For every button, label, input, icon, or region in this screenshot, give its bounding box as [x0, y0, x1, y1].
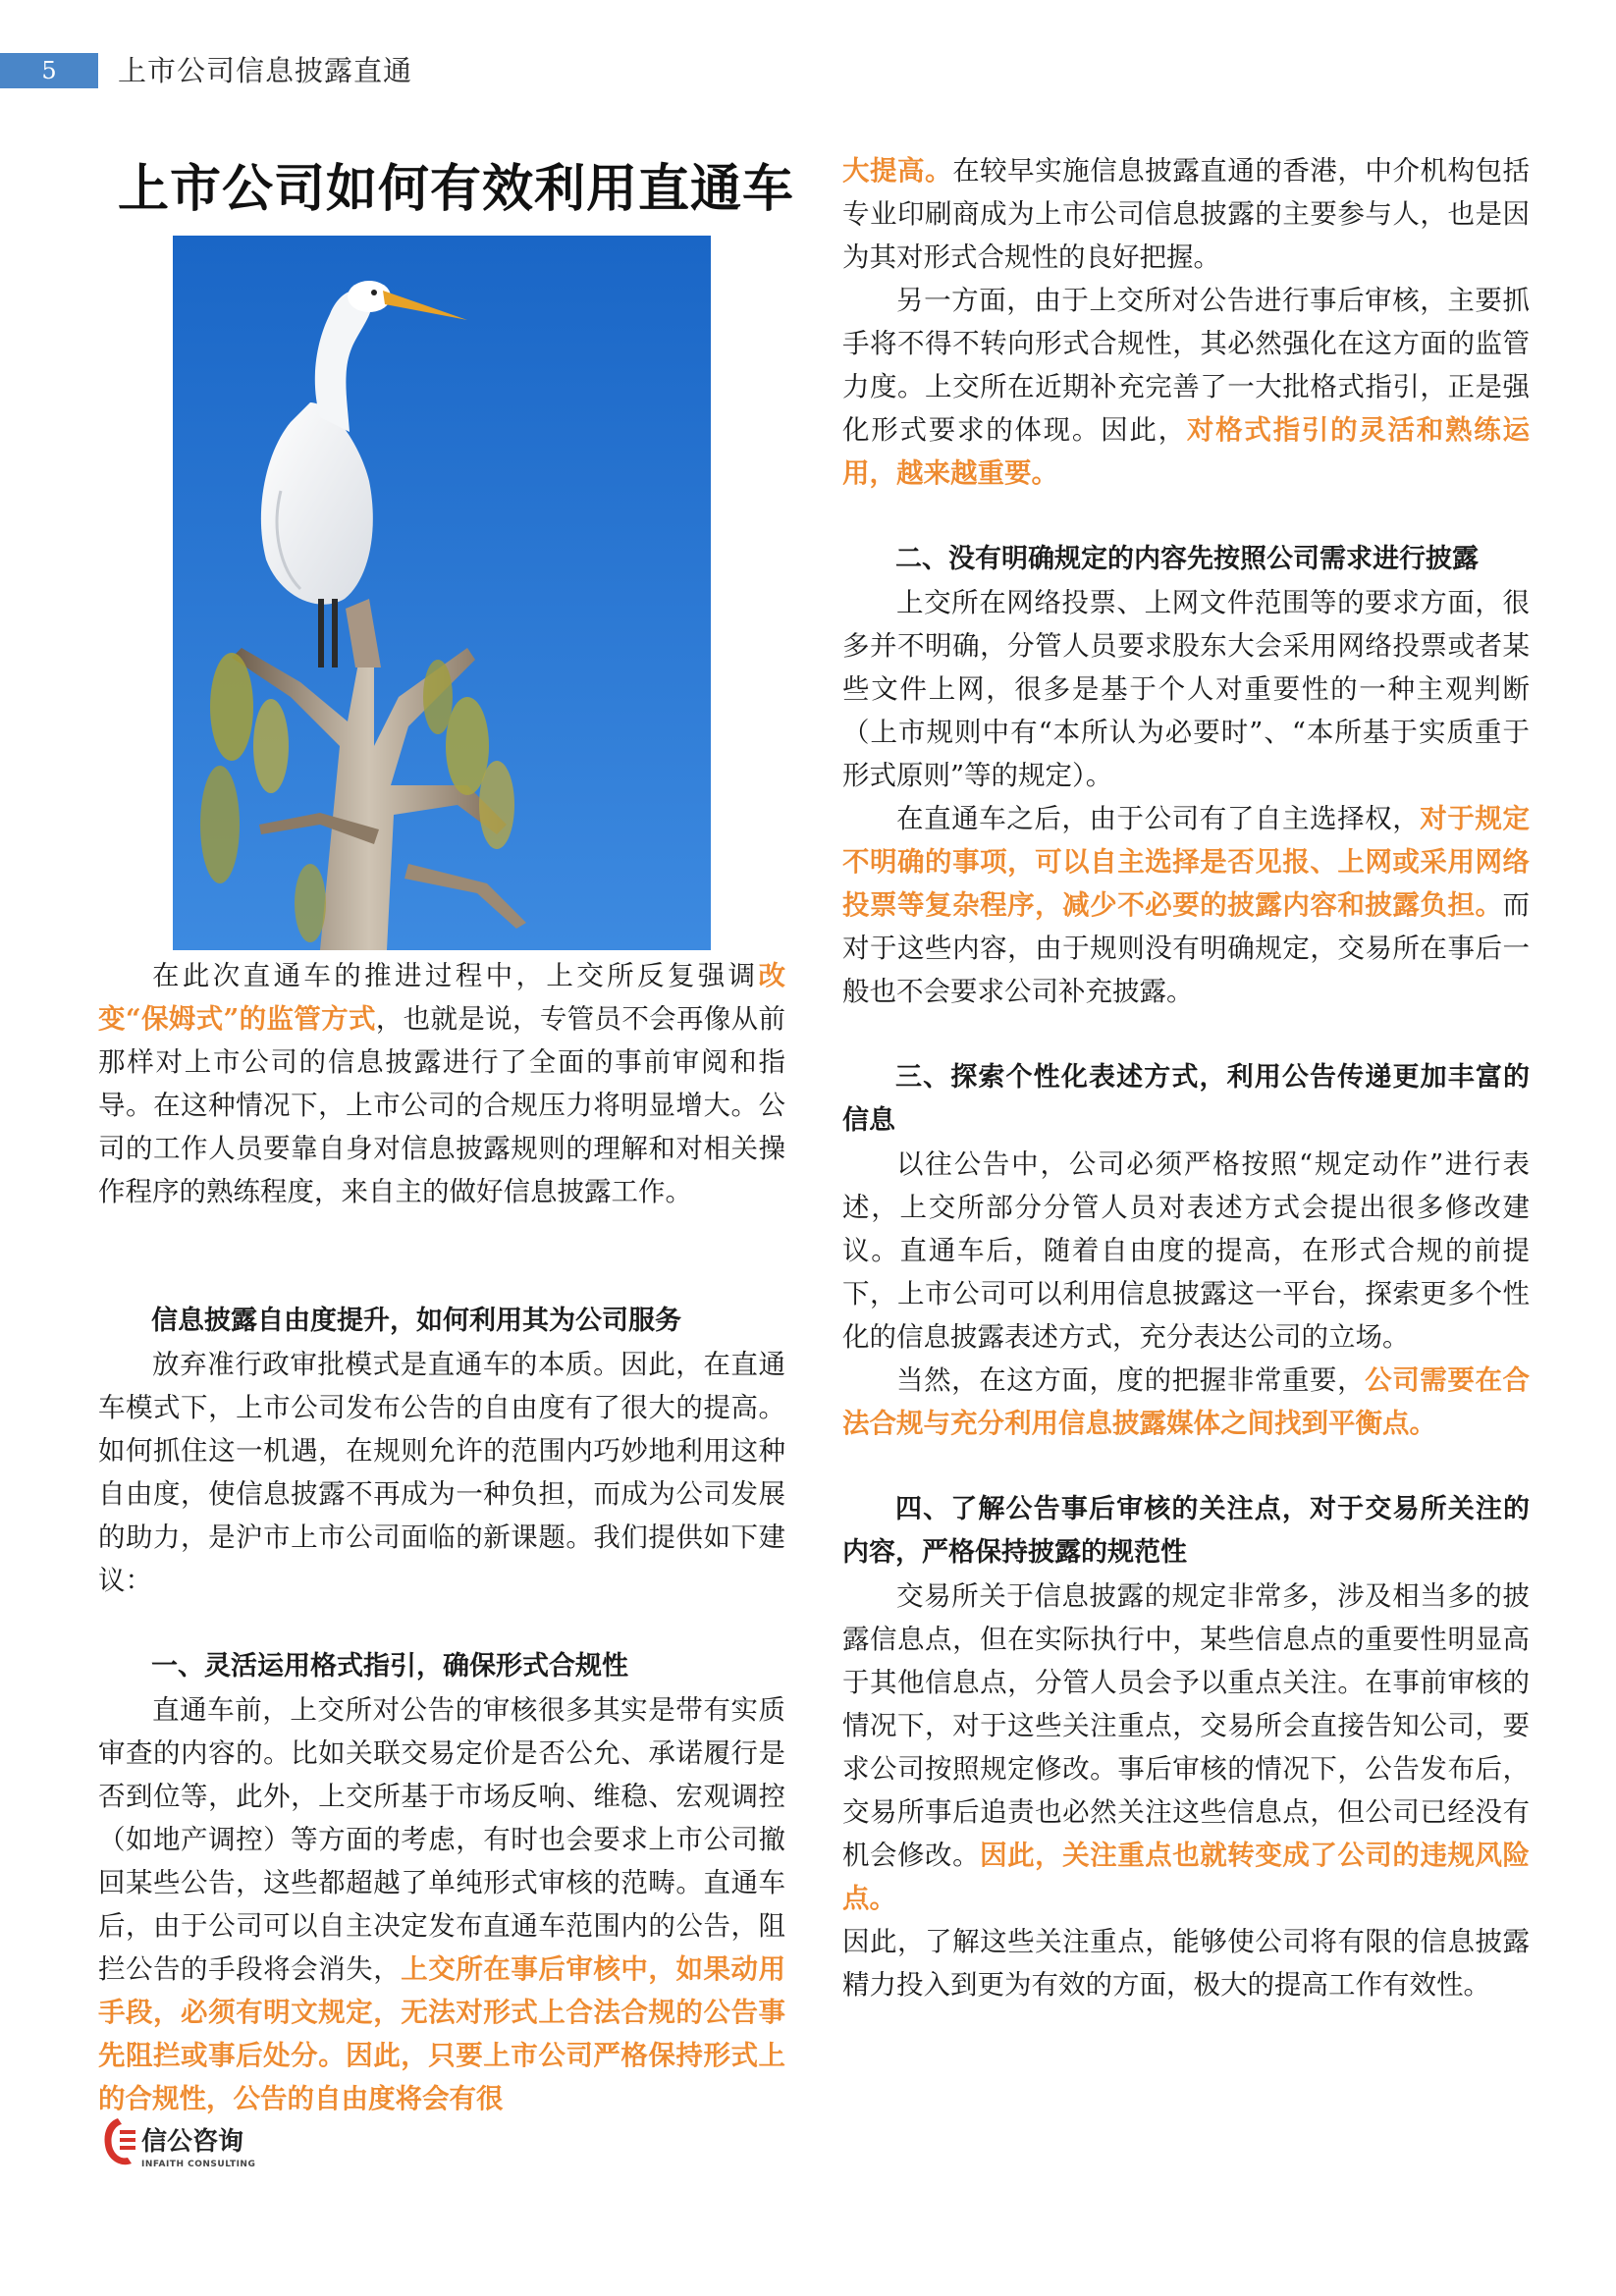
- paragraph-section-2b: 在直通车之后，由于公司有了自主选择权，对于规定不明确的事项，可以自主选择是否见报、上网或采用网络投票等复杂程序，减少不必要的披露内容和披露负担。而对于这些内容，由于规则没有明确规定，交易所在事后一般也不会要求公司补充披露。: [842, 803, 1531, 1007]
- paragraph-intro: 在此次直通车的推进过程中，上交所反复强调改变“保姆式”的监管方式，也就是说，专管员不会再像从前那样对上市公司的信息披露进行了全面的事前审阅和指导。在这种情况下，上市公司的合规压力将明显增大。公司的工作人员要靠自身对信息披露规则的理解和对相关操作程序的熟练程度，来自主的做好信息披露工作。: [98, 960, 786, 1207]
- paragraph-section-4a: 交易所关于信息披露的规定非常多，涉及相当多的披露信息点，但在实际执行中，某些信息点的重要性明显高于其他信息点，分管人员会予以重点关注。在事前审核的情况下，对于这些关注重点，交易所会直接告知公司，要求公司按照规定修改。事后审核的情况下，公告发布后，交易所事后追责也必然关注这些信息点，但公司已经没有机会修改。因此，关注重点也就转变成了公司的违规风险点。: [842, 1580, 1531, 1914]
- svg-text:信公咨询: 信公咨询: [141, 2127, 244, 2157]
- paragraph-section-1: 直通车前，上交所对公告的审核很多其实是带有实质审查的内容的。比如关联交易定价是否公允、承诺履行是否到位等，此外，上交所基于市场反响、维稳、宏观调控（如地产调控）等方面的考虑，有时也会要求上市公司撤回某些公告，这些都超越了单纯形式审核的范畴。直通车后，由于公司可以自主决定发布直通车范围内的公告，阻拦公告的手段将会消失，上交所在事后审核中，如果动用手段，必须有明文规定，无法对形式上合法合规的公告事先阻拦或事后处分。因此，只要上市公司严格保持形式上的合规性，公告的自由度将会有很: [98, 1694, 786, 2114]
- right-column: [842, 149, 1530, 2006]
- paragraph-format-guide: 另一方面，由于上交所对公告进行事后审核，主要抓手将不得不转向形式合规性，其必然强化在这方面的监管力度。上交所在近期补充完善了一大批格式指引，正是强化形式要求的体现。因此，对格式指引的灵活和熟练运用，越来越重要。: [842, 285, 1531, 489]
- infaith-logo: [98, 2112, 265, 2171]
- page-number: 5: [41, 57, 57, 84]
- section-heading-4: 四、了解公告事后审核的关注点，对于交易所关注的内容，严格保持披露的规范性: [842, 1494, 1530, 1568]
- paragraph-freedom: 放弃准行政审批模式是直通车的本质。因此，在直通车模式下，上市公司发布公告的自由度有了很大的提高。如何抓住这一机遇，在规则允许的范围内巧妙地利用这种自由度，使信息披露不再成为一种负担，而成为公司发展的助力，是沪市上市公司面临的新课题。我们提供如下建议：: [98, 1349, 785, 1596]
- section-heading-3: 三、探索个性化表述方式，利用公告传递更加丰富的信息: [842, 1062, 1530, 1136]
- svg-text:INFAITH CONSULTING: INFAITH CONSULTING: [141, 2160, 256, 2169]
- paragraph-section-3a: 以往公告中，公司必须严格按照“规定动作”进行表述，上交所部分分管人员对表述方式会提出很多修改建议。直通车后，随着自由度的提高，在形式合规的前提下，上市公司可以利用信息披露这一平台，探索更多个性化的信息披露表述方式，充分表达公司的立场。: [842, 1148, 1530, 1353]
- article-title: 上市公司如何有效利用直通车: [118, 160, 795, 219]
- section-heading-2: 二、没有明确规定的内容先按照公司需求进行披露: [895, 544, 1479, 574]
- section-heading-freedom: 信息披露自由度提升，如何利用其为公司服务: [151, 1306, 681, 1336]
- paragraph-section-2a: 上交所在网络投票、上网文件范围等的要求方面，很多并不明确，分管人员要求股东大会采用网络投票或者某些文件上网，很多是基于个人对重要性的一种主观判断（上市规则中有“本所认为必要时”、“本所基于实质重于形式原则”等的规定）。: [842, 587, 1530, 791]
- left-column: [98, 954, 785, 2120]
- section-heading-1: 一、灵活运用格式指引，确保形式合规性: [151, 1651, 628, 1682]
- magazine-title: 上市公司信息披露直通: [118, 54, 413, 87]
- egret-photo: [173, 236, 711, 950]
- paragraph-section-3b: 当然，在这方面，度的把握非常重要，公司需要在合法合规与充分利用信息披露媒体之间找到平衡点。: [842, 1364, 1531, 1439]
- paragraph-conclusion: 因此，了解这些关注重点，能够使公司将有限的信息披露精力投入到更为有效的方面，极大的提高工作有效性。: [842, 1926, 1530, 2001]
- paragraph-continued: 大提高。在较早实施信息披露直通的香港，中介机构包括专业印刷商成为上市公司信息披露的主要参与人，也是因为其对形式合规性的良好把握。: [842, 155, 1531, 273]
